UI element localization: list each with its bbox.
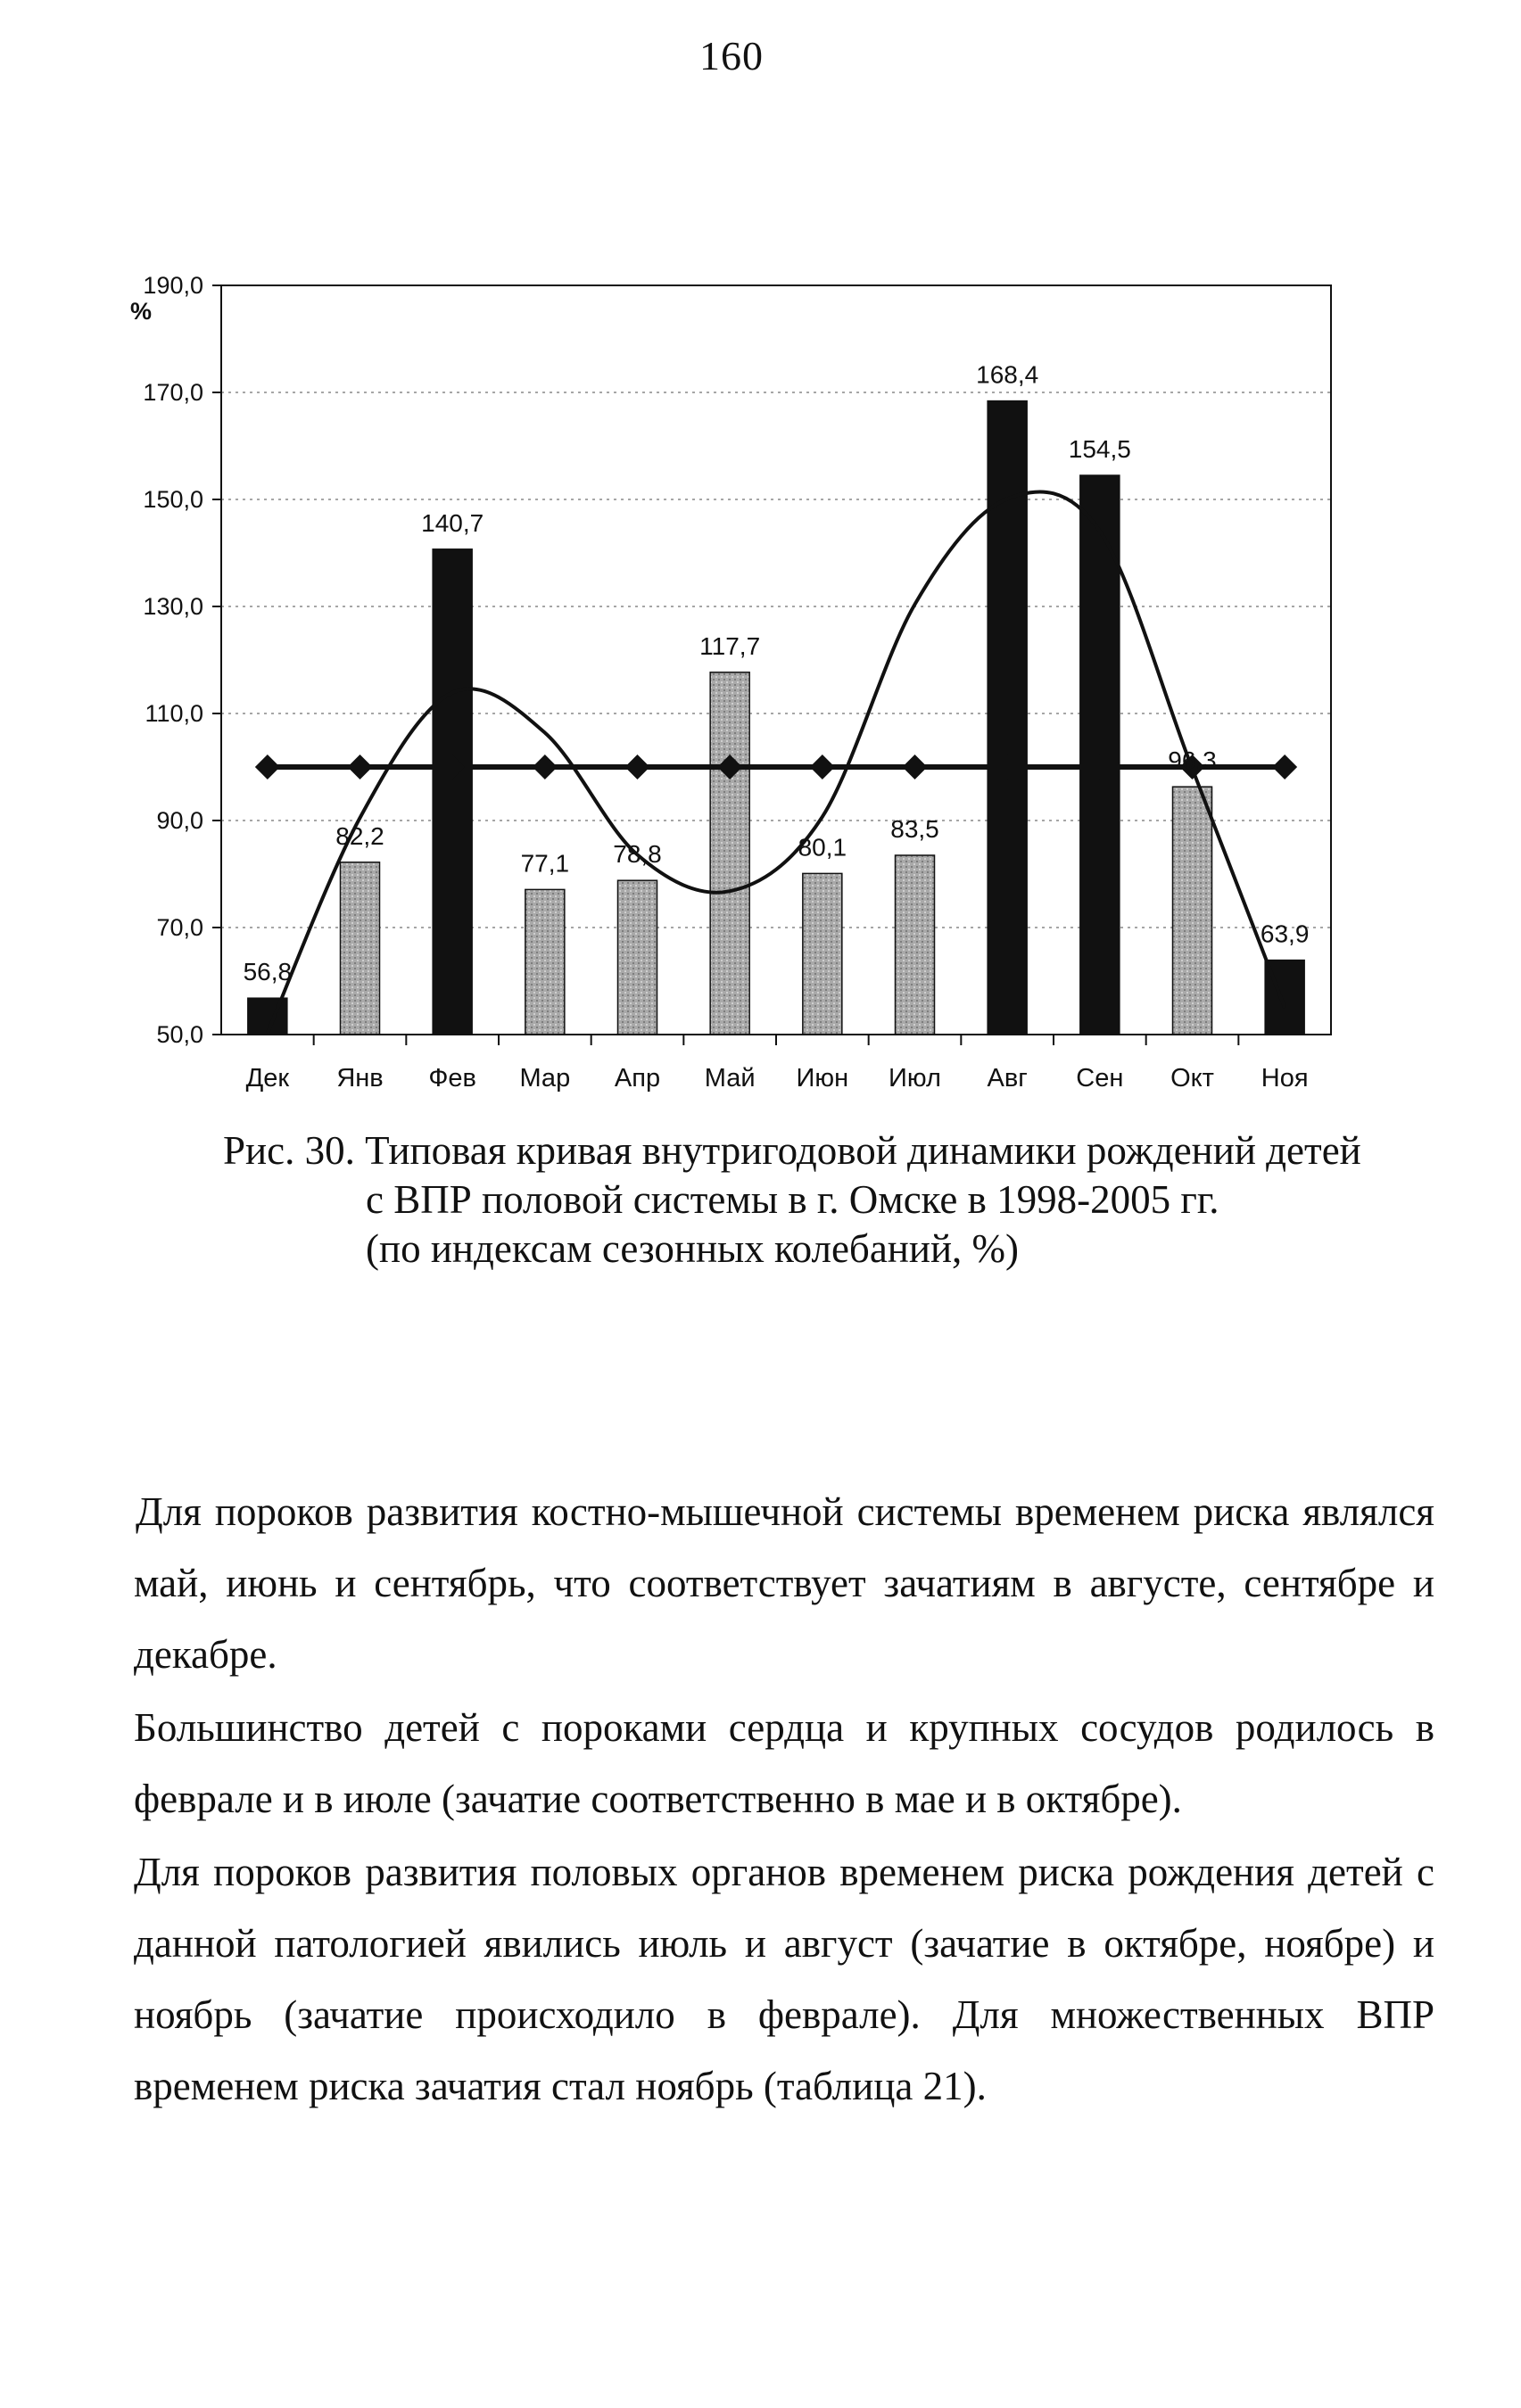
x-tick-label: Мар xyxy=(519,1064,571,1093)
paragraph: Для пороков развития костно-мышечной системы временем риска являлся май, июнь и сентябрь, что соответствует зачатиям в августе, сентябре и декабре. xyxy=(134,1489,1434,1677)
data-label: 63,9 xyxy=(1260,919,1310,948)
data-label: 140,7 xyxy=(421,508,484,537)
baseline-marker xyxy=(533,755,558,779)
x-tick-label: Июн xyxy=(796,1064,849,1093)
bar xyxy=(433,549,472,1035)
data-label: 56,8 xyxy=(243,958,293,986)
data-label: 80,1 xyxy=(798,833,847,862)
paragraph: Большинство детей с пороками сердца и крупных сосудов родилось в феврале и в июле (зачатие соответственно в мае и в октябре). xyxy=(134,1705,1434,1821)
paragraph: Для пороков развития половых органов временем риска рождения детей с данной патологией явились июль и август (зачатие в октябре, ноябре) и ноябрь (зачатие происходило в феврале). Для множественных ВПР временем риска зачатия стал ноябрь (таблица 21). xyxy=(134,1850,1434,2108)
data-label: 78,8 xyxy=(613,840,662,869)
data-label: 96,3 xyxy=(1168,746,1217,775)
data-label: 82,2 xyxy=(335,821,384,850)
bar xyxy=(710,672,749,1035)
data-label: 168,4 xyxy=(976,360,1039,389)
x-tick-label: Май xyxy=(704,1064,756,1093)
x-tick-label: Авг xyxy=(987,1064,1028,1093)
y-tick-label: 130,0 xyxy=(143,593,203,620)
x-tick-label: Фев xyxy=(428,1064,476,1093)
y-tick-label: 170,0 xyxy=(143,379,203,406)
y-tick-label: 150,0 xyxy=(143,486,203,513)
baseline-marker xyxy=(348,755,373,779)
x-tick-label: Апр xyxy=(614,1064,661,1093)
y-tick-label: 90,0 xyxy=(156,807,203,834)
chart-baseline-series xyxy=(255,755,1297,779)
x-tick-label: Дек xyxy=(245,1064,290,1093)
figure-caption xyxy=(223,1126,1454,1274)
figure-caption-line-3: (по индексам сезонных колебаний, %) xyxy=(366,1226,1020,1271)
data-label: 117,7 xyxy=(699,631,761,660)
bar xyxy=(341,862,380,1035)
baseline-marker xyxy=(255,755,280,779)
baseline-marker xyxy=(810,755,835,779)
seasonal-index-chart xyxy=(116,259,1365,1106)
data-label: 83,5 xyxy=(890,815,939,843)
bar xyxy=(618,880,657,1035)
baseline-marker xyxy=(903,755,928,779)
x-tick-label: Янв xyxy=(336,1064,384,1093)
baseline-marker xyxy=(625,755,650,779)
chart-trend-curve xyxy=(268,491,1285,1033)
y-tick-label: 70,0 xyxy=(156,914,203,941)
bar xyxy=(896,855,935,1035)
chart-gridlines xyxy=(221,285,1331,928)
data-label: 77,1 xyxy=(520,849,570,878)
data-label: 154,5 xyxy=(1068,435,1131,463)
bar xyxy=(803,873,842,1035)
figure-caption-line-1: Рис. 30. Типовая кривая внутригодовой динамики рождений детей xyxy=(223,1128,1361,1173)
y-tick-label: 50,0 xyxy=(156,1021,203,1048)
y-tick-label: 190,0 xyxy=(143,272,203,299)
baseline-marker xyxy=(1272,755,1297,779)
trend-curve xyxy=(268,491,1285,1033)
y-tick-label: 110,0 xyxy=(145,700,203,727)
x-tick-label: Сен xyxy=(1076,1064,1124,1093)
x-tick-label: Июл xyxy=(889,1064,941,1093)
body-text xyxy=(134,1476,1434,2123)
page-number: 160 xyxy=(699,33,764,78)
x-tick-label: Окт xyxy=(1170,1064,1214,1093)
bar xyxy=(525,889,565,1035)
figure-caption-line-2: с ВПР половой системы в г. Омске в 1998-2005 гг. xyxy=(366,1177,1219,1222)
x-tick-label: Ноя xyxy=(1261,1064,1309,1093)
y-axis-label: % xyxy=(130,298,153,325)
plot-frame xyxy=(221,285,1331,1035)
bar xyxy=(1173,787,1212,1035)
chart-bars xyxy=(248,401,1304,1035)
